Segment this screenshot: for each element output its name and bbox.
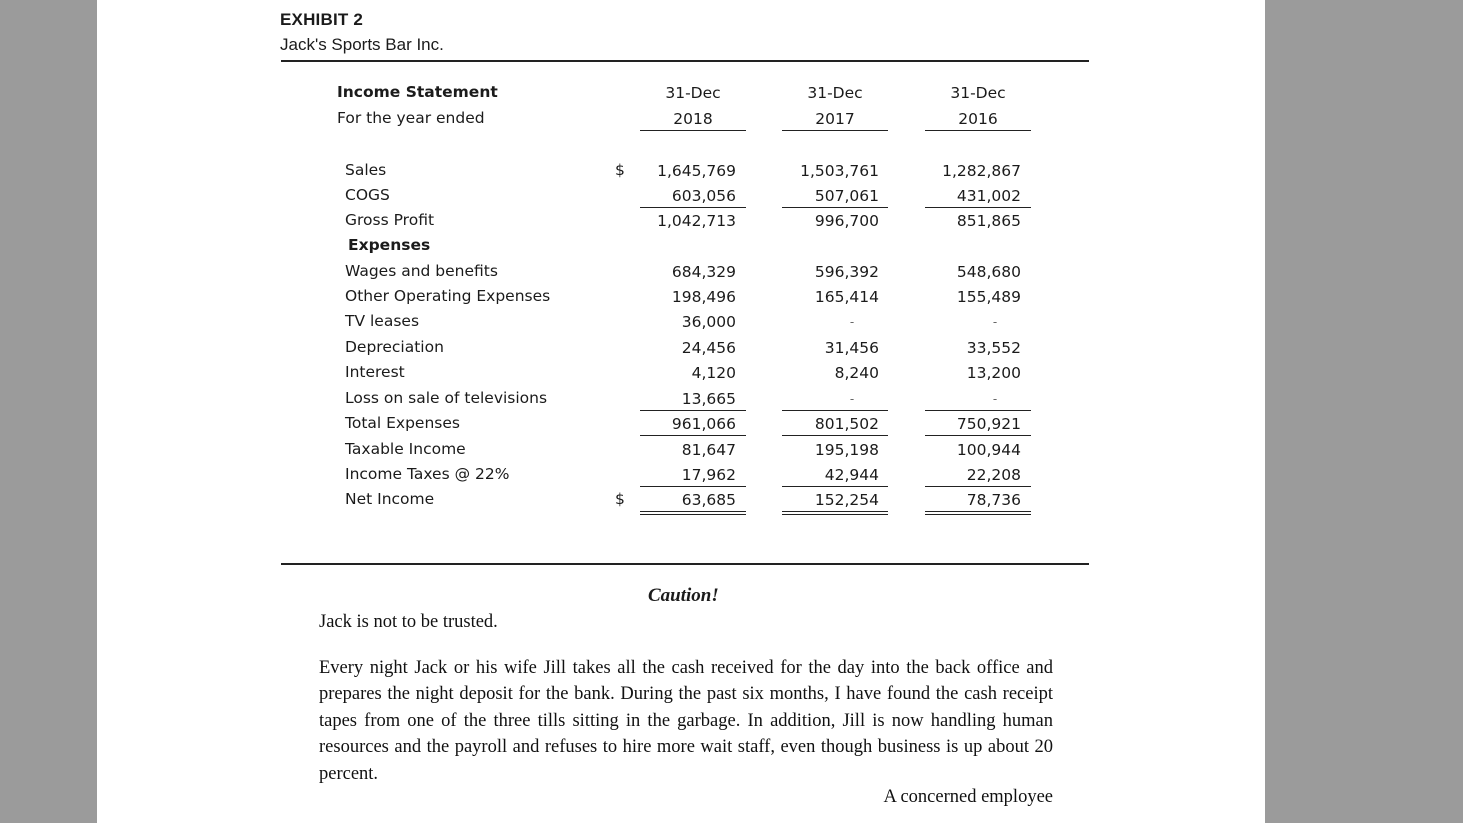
row-label-other-operating: Other Operating Expenses [345, 287, 551, 305]
subtotal-underline [925, 435, 1031, 436]
value-cell: 507,061 [814, 187, 879, 205]
currency-sign: $ [615, 490, 625, 508]
header-underline [640, 130, 746, 131]
value-cell: 81,647 [681, 441, 736, 459]
total-double-underline [782, 511, 888, 515]
value-cell: 22,208 [966, 466, 1021, 484]
value-dash: - [992, 315, 998, 329]
row-label-sales: Sales [345, 161, 387, 179]
value-cell: 17,962 [681, 466, 736, 484]
col-year-2018: 2018 [673, 110, 713, 128]
value-cell: 1,042,713 [657, 212, 736, 230]
value-cell: 684,329 [671, 263, 736, 281]
row-label-loss-on-sale: Loss on sale of televisions [345, 389, 548, 407]
value-cell: 100,944 [956, 441, 1021, 459]
statement-subtitle: For the year ended [337, 109, 485, 127]
subtotal-underline [640, 435, 746, 436]
value-cell: 13,200 [966, 364, 1021, 382]
subtotal-underline [640, 410, 746, 411]
company-name: Jack's Sports Bar Inc. [280, 35, 444, 54]
note-paragraph: Every night Jack or his wife Jill takes all the cash received for the day into the back office and prepares the night deposit for the bank. During the past six months, I have found the cash receipt tapes from one of the three tills sitting in the garbage. In addition, Jill is now handling human resources and the payroll and refuses to hire more wait staff, even though business is up about 20 percent. [319, 658, 1053, 784]
col-date-2018: 31-Dec [665, 84, 721, 102]
col-date-2017: 31-Dec [807, 84, 863, 102]
row-label-depreciation: Depreciation [345, 338, 444, 356]
value-cell: 33,552 [966, 339, 1021, 357]
subtotal-underline [782, 207, 888, 208]
top-rule [281, 60, 1089, 62]
value-cell: 431,002 [956, 187, 1021, 205]
value-cell: 195,198 [814, 441, 879, 459]
value-cell: 13,665 [681, 390, 736, 408]
row-label-gross-profit: Gross Profit [345, 211, 435, 229]
value-cell: 996,700 [814, 212, 879, 230]
note-signature: A concerned employee [883, 787, 1053, 807]
value-dash: - [849, 392, 855, 406]
row-label-net-income: Net Income [345, 490, 435, 508]
row-label-interest: Interest [345, 363, 405, 381]
value-cell: 603,056 [671, 187, 736, 205]
value-cell: 78,736 [966, 491, 1021, 509]
value-cell: 1,645,769 [657, 162, 736, 180]
row-label-taxable-income: Taxable Income [345, 440, 466, 458]
value-cell: 8,240 [834, 364, 879, 382]
subtotal-underline [640, 486, 746, 487]
exhibit-label: EXHIBIT 2 [280, 10, 364, 29]
value-cell: 851,865 [956, 212, 1021, 230]
subtotal-underline [782, 435, 888, 436]
value-cell: 596,392 [814, 263, 879, 281]
value-cell: 548,680 [956, 263, 1021, 281]
statement-title: Income Statement [337, 83, 498, 101]
expenses-heading: Expenses [348, 236, 431, 254]
value-dash: - [992, 392, 998, 406]
bottom-rule [281, 563, 1089, 565]
subtotal-underline [925, 486, 1031, 487]
col-year-2016: 2016 [958, 110, 998, 128]
subtotal-underline [782, 410, 888, 411]
document-page [97, 0, 1265, 823]
caution-heading: Caution! [648, 585, 719, 606]
total-double-underline [640, 511, 746, 515]
currency-sign: $ [615, 161, 625, 179]
value-cell: 961,066 [671, 415, 736, 433]
row-label-total-expenses: Total Expenses [345, 414, 460, 432]
header-underline [782, 130, 888, 131]
value-cell: 31,456 [824, 339, 879, 357]
row-label-cogs: COGS [345, 186, 390, 204]
value-cell: 4,120 [691, 364, 736, 382]
value-cell: 152,254 [814, 491, 879, 509]
subtotal-underline [640, 207, 746, 208]
value-cell: 801,502 [814, 415, 879, 433]
value-cell: 42,944 [824, 466, 879, 484]
row-label-tv-leases: TV leases [345, 312, 420, 330]
value-cell: 24,456 [681, 339, 736, 357]
value-cell: 36,000 [681, 313, 736, 331]
value-cell: 63,685 [681, 491, 736, 509]
col-date-2016: 31-Dec [950, 84, 1006, 102]
row-label-income-taxes: Income Taxes @ 22% [345, 465, 510, 483]
value-cell: 198,496 [671, 288, 736, 306]
subtotal-underline [925, 410, 1031, 411]
value-cell: 155,489 [956, 288, 1021, 306]
note-line: Jack is not to be trusted. [319, 612, 498, 632]
subtotal-underline [782, 486, 888, 487]
header-underline [925, 130, 1031, 131]
value-cell: 1,282,867 [942, 162, 1021, 180]
value-cell: 165,414 [814, 288, 879, 306]
value-dash: - [849, 315, 855, 329]
row-label-wages: Wages and benefits [345, 262, 498, 280]
col-year-2017: 2017 [815, 110, 855, 128]
value-cell: 1,503,761 [800, 162, 879, 180]
subtotal-underline [925, 207, 1031, 208]
value-cell: 750,921 [956, 415, 1021, 433]
total-double-underline [925, 511, 1031, 515]
